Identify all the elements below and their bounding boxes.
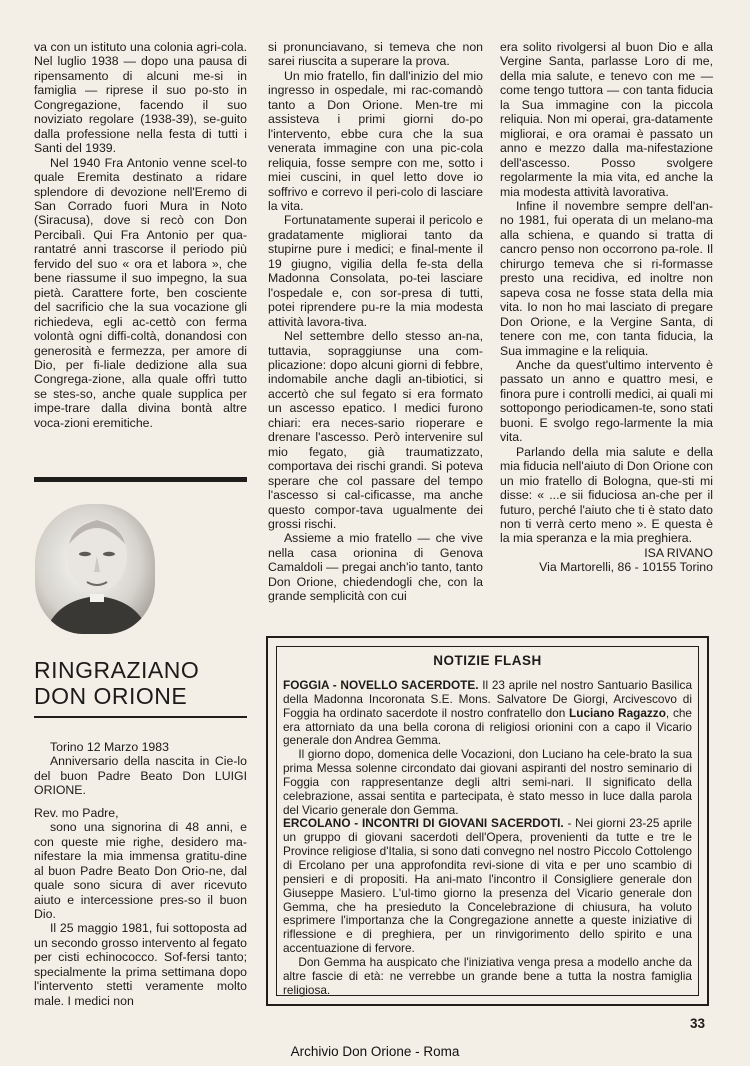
paragraph: si pronunciavano, si temeva che non sarei riuscita a superare la prova. [268, 40, 483, 69]
paragraph: Assieme a mio fratello — che vive nella casa orionina di Genova Camaldoli — pregai anch'io tanto, tanto Don Orione, chiedendogli che, con la grande semplicità con cui [268, 531, 483, 604]
headline-line: DON ORIONE [34, 683, 188, 709]
letter-middle-column [268, 40, 483, 604]
paragraph: Anniversario della nascita in Cie-lo del buon Padre Beato Don LUIGI ORIONE. [34, 754, 247, 798]
news-flash-inner-frame [276, 646, 699, 996]
headline-rule [34, 716, 247, 718]
page-number: 33 [690, 1016, 706, 1031]
paragraph: va con un istituto una colonia agri-cola. Nel luglio 1938 — dopo una pausa di ripensamento di alcuni me-si in famiglia — riprese il suo po-sto in Congregazione, facendo il suo noviziato regolare (1938-39), se-guito dalla professione nella festa di tutti i Santi del 1939. [34, 40, 247, 156]
letter-start-column [34, 740, 247, 1008]
paragraph: Fortunatamente superai il pericolo e gradatamente migliorai tanto da stupirne pure i medici; e final-mente il 19 giugno, vigilia della fe-sta della Madonna Consolata, po-tei lasciare l'ospedale e, con sor-presa di tutti, potei riprendere pu-re la mia modesta attività lavora-tiva. [268, 213, 483, 329]
section-divider [34, 477, 247, 482]
intro-column [34, 40, 247, 430]
signature-address: Via Martorelli, 86 - 10155 Torino [539, 560, 713, 575]
letter-salutation: Rev. mo Padre, [34, 805, 119, 820]
news-flash-title: NOTIZIE FLASH [433, 653, 542, 668]
news-text: - Nei giorni 23-25 aprile un gruppo di giovani sacerdoti dell'Opera, provenienti da tutte e tre le Province religiose d'Italia, si sono dati convegno nel nostro Piccolo Cottolengo di Ercolano per una approfondita revi-sione di vita e per uno scambio di pensieri e di propositi. Ha ani-mato l'incontro il Consigliere generale don Giuseppe Masiero. L'ul-timo giorno la presenza del Vicario generale don Gemma, che ha presieduto la Concelebrazione di chiusura, ha voluto esprimere l'importanza che la Congregazione annette a queste iniziative di riflessione e di preghiera, per un rinvigorimento dello spirito e una accentuazione di fervore. [283, 816, 692, 956]
signature-name: ISA RIVANO [644, 545, 713, 560]
paragraph: Nel 1940 Fra Antonio venne scel-to quale Eremita destinato a ridare splendore di devozione nell'Eremo di San Corrado fuori Mura in Noto (Siracusa), dove si recò con Don Percibalì. Qui Fra Antonio per qua-rantatré anni trascorse il periodo più fervido del suo « ora et labora », che bene riassume il suo impegno, la sua pietà. Carattere forte, ben cosciente del sacrificio che la sua vocazione gli richiedeva, egli ac-cettò con ferma volontà ogni diffi-coltà, donandosi con generosità e fermezza, per amore di Dio, per fi-liale dedizione alla sua Congrega-zione, alla quale offrì tutto se stes-so, anche quale supplica per impe-trare dalla divina bontà altre voca-zioni eremitiche. [34, 155, 247, 430]
section-headline [34, 657, 247, 709]
letter-right-column [500, 40, 713, 575]
news-item-heading: FOGGIA - NOVELLO SACERDOTE. [283, 678, 479, 692]
paragraph: sono una signorina di 48 anni, e con queste mie righe, desidero ma-nifestare la mia immensa gratitu-dine al buon Padre Beato Don Orio-ne, dal quale sono sicura di aver ricevuto aiuto e intercessione pres-so il buon Dio. [34, 820, 247, 921]
news-flash-body [283, 679, 692, 997]
news-text: Il 23 aprile nel nostro Santuario Basilica della Madonna Incoronata S.E. Mons. Salvatore De Giorgi, Arcivescovo di Foggia ha ordinato sacerdote il nostro confratello don [283, 678, 693, 720]
news-item [283, 679, 692, 748]
paragraph: Nel settembre dello stesso an-na, tuttavia, sopraggiunse una com-plicazione: dopo alcuni giorni di febbre, indomabile anche dagli an-tibiotici, si accertò che sul fegato si era formato un ascesso epatico. I medici furono chiari: era neces-sario rioperare e drenare l'ascesso. Però intervenire sul mio fegato, già traumatizzato, comportava dei rischi grandi. Si poteva sperare che col passare del tempo l'ascesso si cal-cificasse, ma anche questo compor-tava ugualmente dei grossi rischi. [268, 329, 483, 531]
archive-caption: Archivio Don Orione - Roma [290, 1044, 460, 1059]
headline-line: RINGRAZIANO [34, 657, 200, 683]
news-person-name: Luciano Ragazzo [569, 705, 666, 720]
paragraph: Infine il novembre sempre dell'an-no 1981, fui operata di un melano-ma alla schiena, e quando si tratta di cancro penso non occorrono pa-role. Il chirurgo temeva che si ri-formasse presto una recidiva, ed inoltre non sapeva cosa ne fosse stata della mia vita. Io non ho mai lasciato di pregare Don Orione, e la Vergine Santa, di tenere con me, con tanta fiducia, la Sua immagine e la reliquia. [500, 198, 713, 358]
portrait-photo [35, 504, 155, 634]
news-paragraph: Il giorno dopo, domenica delle Vocazioni, don Luciano ha cele-brato la sua prima Messa solenne circondato dai giovani aspiranti del nostro seminario di Foggia con rappresentanze degli altri semi-nari. Il significato della celebrazione, assai sentita e partecipata, è stato messo in luce dalla parola del Vicario generale don Gemma. [283, 747, 692, 817]
paragraph: Parlando della mia salute e della mia fiducia nell'aiuto di Don Orione con un mio fratello di Bologna, que-sti mi disse: « ...e sii fiduciosa an-che per il futuro, perché l'aiuto che ti è stato dato non ti verrà certo meno ». E questa è la mia speranza e la mia preghiera. [500, 444, 713, 546]
paragraph: Anche da quest'ultimo intervento è passato un anno e quattro mesi, e finora pure i controlli medici, ai quali mi sottopongo periodicamen-te, sono stati buoni. E svolgo rego-larmente la mia vita. [500, 357, 713, 445]
news-item [283, 817, 692, 955]
paragraph: Un mio fratello, fin dall'inizio del mio ingresso in ospedale, mi rac-comandò tanto a Don Orione. Men-tre mi assisteva i primi giorni do-po l'intervento, ebbe cura che la sua venerata immagine con una pic-cola reliquia, fosse sempre con me, sotto i miei cuscini, in quel letto dove io soffrivo e correvo il peri-colo di lasciare la vita. [268, 68, 483, 213]
paragraph: Il 25 maggio 1981, fui sottoposta ad un secondo grosso intervento al fegato per cisti echinococco. Sof-fersi tanto; specialmente la prima settimana dopo l'intervento stetti veramente molto male. I medici non [34, 921, 247, 1008]
news-text: , che era attorniato da una bella corona di religiosi orionini con a capo il Vicario generale don Andrea Gemma. [283, 705, 692, 748]
news-flash-box [266, 636, 709, 1006]
news-item-heading: ERCOLANO - INCONTRI DI GIOVANI SACERDOTI. [283, 816, 564, 831]
paragraph: era solito rivolgersi al buon Dio e alla Vergine Santa, parlasse Loro di me, della mia salute, e tenevo con me — come tengo tuttora — con tanta fiducia la Sua immagine con la piccola reliquia. Non mi operai, gra-datamente migliorai, e ora oramai è passato un anno e mezzo dalla ma-nifestazione dell'ascesso. Posso svolgere regolarmente la mia vita, ed anche la mia modesta attività lavorativa. [500, 40, 713, 199]
news-paragraph: Don Gemma ha auspicato che l'iniziativa venga presa a modello anche da altre fascie di età: ne verrebbe un grande bene a tutta la nostra famiglia religiosa. [283, 954, 692, 997]
letter-date: Torino 12 Marzo 1983 [49, 740, 169, 754]
